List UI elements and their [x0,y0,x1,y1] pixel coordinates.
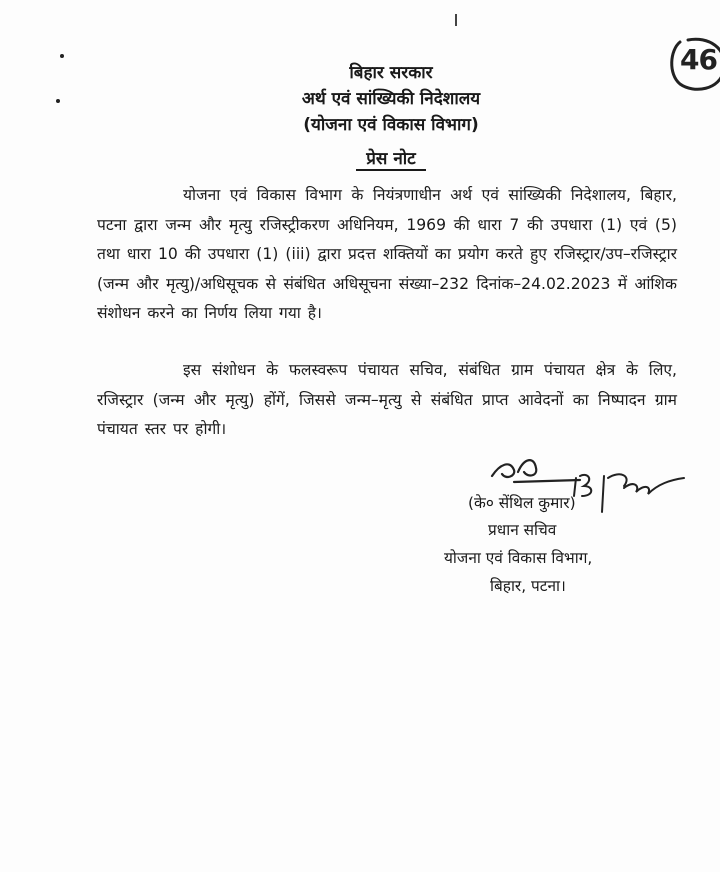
page-number-stamp: 46 [680,43,717,76]
government-name: बिहार सरकार [349,63,433,83]
paragraph-1 [97,181,677,329]
signatory-name: (के० सेंथिल कुमार) [468,494,576,512]
signatory-department: योजना एवं विकास विभाग, [444,549,593,567]
department-name: (योजना एवं विकास विभाग) [303,115,479,135]
scan-mark [455,14,457,26]
title-underline [356,169,426,171]
signatory-designation: प्रधान सचिव [488,521,557,539]
directorate-name: अर्थ एवं सांख्यिकी निदेशालय [301,89,481,109]
paragraph-1-text: योजना एवं विकास विभाग के नियंत्रणाधीन अर्थ एवं सांख्यिकी निदेशालय, बिहार, पटना द्वारा जन्म और मृत्यु रजिस्ट्रीकरण अधिनियम, 1969 की धारा 7 की उपधारा (1) एवं (5) तथा धारा 10 की उपधारा (1) (iii) द्वारा प्रदत्त शक्तियों का प्रयोग करते हुए रजिस्ट्रार/उप–रजिस्ट्रार (जन्म और मृत्यु)/अधिसूचक से संबंधित अधिसूचना संख्या–232 दिनांक–24.02.2023 में आंशिक संशोधन करने का निर्णय लिया गया है। [97,186,677,322]
paragraph-2 [97,356,677,445]
paragraph-2-text: इस संशोधन के फलस्वरूप पंचायत सचिव, संबंधित ग्राम पंचायत क्षेत्र के लिए, रजिस्ट्रार (जन्म और मृत्यु) होंगें, जिससे जन्म–मृत्यु से संबंधित प्राप्त आवेदनों का निष्पादन ग्राम पंचायत स्तर पर होगी। [97,361,677,438]
signatory-location: बिहार, पटना। [490,577,566,595]
handwritten-signature [484,450,689,530]
scan-speck [60,54,64,58]
document-title: प्रेस नोट [366,149,416,169]
